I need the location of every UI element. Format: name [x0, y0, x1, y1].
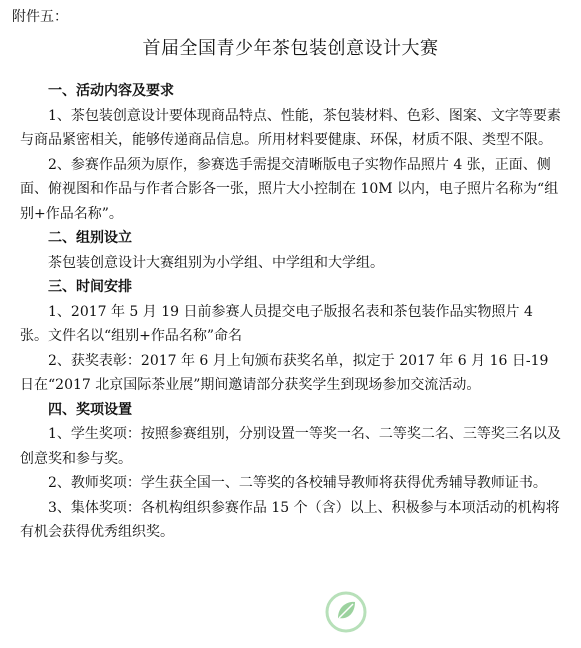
document-body	[20, 79, 563, 545]
paragraph: 2、教师奖项：学生获全国一、二等奖的各校辅导教师将获得优秀辅导教师证书。	[48, 475, 547, 491]
section-heading: 二、组别设立	[48, 230, 132, 246]
paragraph: 1、2017 年 5 月 19 日前参赛人员提交电子版报名表和茶包装作品实物照片 4 张。文件名以“组别+作品名称”命名	[20, 303, 533, 344]
paragraph: 茶包装创意设计大赛组别为小学组、中学组和大学组。	[48, 254, 384, 271]
paragraph: 2、参赛作品须为原作，参赛选手需提交清晰版电子实物作品照片 4 张，正面、侧面、俯视图和作品与作者合影各一张，照片大小控制在 10M 以内，电子照片名称为“组别+作品名称”。	[20, 156, 559, 222]
paragraph: 2、获奖表彰：2017 年 6 月上旬颁布获奖名单，拟定于 2017 年 6 月 16 日-19 日在“2017 北京国际茶业展”期间邀请部分获奖学生到现场参加交流活动。	[20, 352, 549, 393]
section-heading: 一、活动内容及要求	[48, 83, 174, 99]
section-heading: 三、时间安排	[48, 279, 132, 295]
paragraph: 3、集体奖项：各机构组织参赛作品 15 个（含）以上、积极参与本项活动的机构将有机会获得优秀组织奖。	[20, 499, 560, 540]
document-title: 首届全国青少年茶包装创意设计大赛	[142, 38, 439, 59]
paragraph: 1、茶包装创意设计要体现商品特点、性能，茶包装材料、色彩、图案、文字等要素与商品紧密相关，能够传递商品信息。所用材料要健康、环保，材质不限、类型不限。	[20, 107, 561, 148]
green-leaf-logo-icon	[324, 590, 368, 634]
section-heading: 四、奖项设置	[48, 401, 132, 418]
annex-label: 附件五：	[12, 9, 68, 25]
paragraph: 1、学生奖项：按照参赛组别，分别设置一等奖一名、二等奖二名、三等奖三名以及创意奖和参与奖。	[20, 426, 561, 467]
